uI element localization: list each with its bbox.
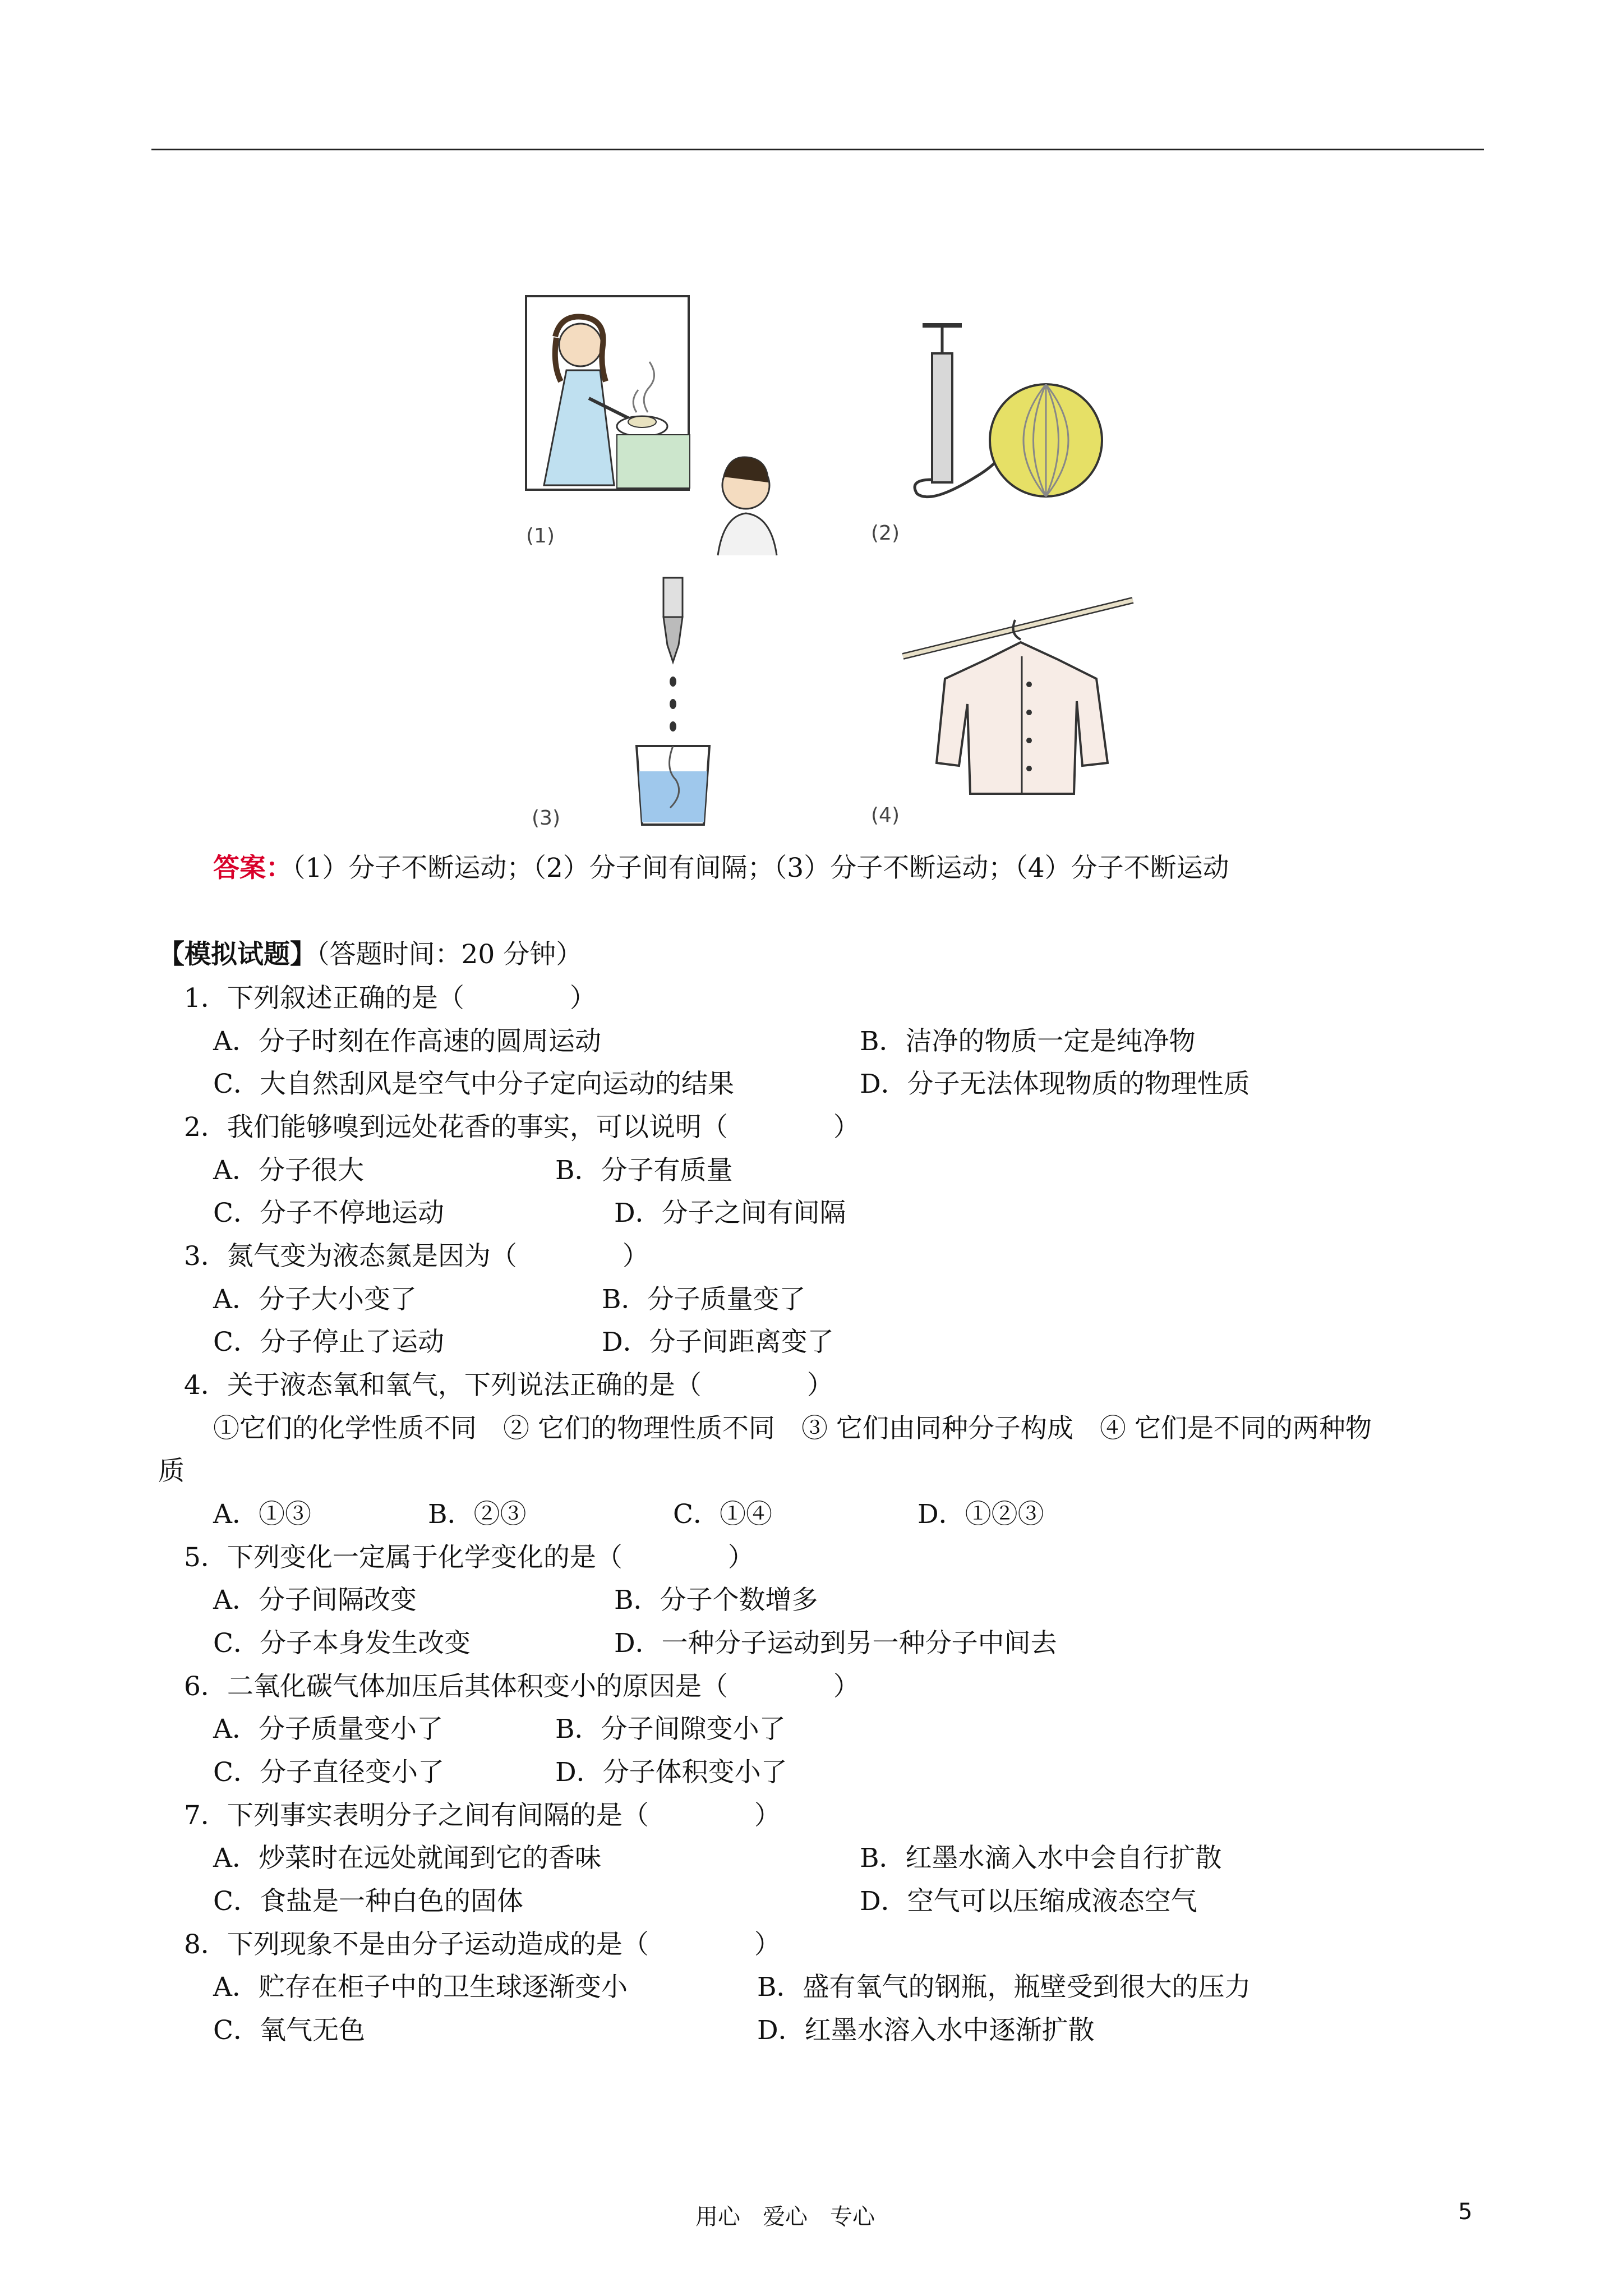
question-1-option-a: A．分子时刻在作高速的圆周运动 [213,1026,601,1057]
question-1-option-c: C．大自然刮风是空气中分子定向运动的结果 [213,1069,734,1099]
question-3-option-b: B．分子质量变了 [602,1284,806,1315]
question-6-option-c: C．分子直径变小了 [213,1757,444,1788]
question-7-option-a: A．炒菜时在远处就闻到它的香味 [213,1843,601,1874]
question-4-stem: 4．关于液态氧和氧气，下列说法正确的是（ ） [184,1370,833,1401]
question-6-option-d: D．分子体积变小了 [555,1757,787,1788]
question-6-stem: 6．二氧化碳气体加压后其体积变小的原因是（ ） [184,1671,860,1702]
footer-motto: 用心 爱心 专心 [695,2204,875,2230]
figure-2-label: (2) [871,522,900,545]
question-8-option-a: A．贮存在柜子中的卫生球逐渐变小 [213,1972,628,2003]
question-4-statements-cont: 质 [158,1456,185,1487]
answer-text: （1）分子不断运动；（2）分子间有间隔；（3）分子不断运动；（4）分子不断运动 [292,853,1229,884]
question-3-option-a: A．分子大小变了 [213,1284,417,1315]
question-5-stem: 5．下列变化一定属于化学变化的是（ ） [184,1542,754,1573]
question-4-option-c: C．①④ [673,1499,772,1530]
question-4-option-a: A．①③ [213,1499,311,1530]
section-title: 【模拟试题】 [158,939,316,970]
figure-3-ink-drop [625,578,726,825]
question-7-option-d: D．空气可以压缩成液态空气 [860,1886,1197,1917]
question-2-option-c: C．分子不停地运动 [213,1198,444,1228]
answer-label: 答案： [213,853,292,884]
question-8-option-b: B．盛有氧气的钢瓶，瓶壁受到很大的压力 [757,1972,1251,2003]
section-note: （答题时间：20 分钟） [316,939,583,970]
question-2-stem: 2．我们能够嗅到远处花香的事实，可以说明（ ） [184,1112,860,1143]
question-6-option-a: A．分子质量变小了 [213,1714,443,1745]
question-8-option-d: D．红墨水溶入水中逐渐扩散 [757,2015,1095,2046]
figure-4-label: (4) [871,804,900,827]
question-8-stem: 8．下列现象不是由分子运动造成的是（ ） [184,1929,781,1960]
question-2-option-a: A．分子很大 [213,1155,364,1186]
question-7-option-c: C．食盐是一种白色的固体 [213,1886,523,1917]
question-1-option-d: D．分子无法体现物质的物理性质 [860,1069,1250,1099]
figure-1-label: (1) [526,524,555,547]
question-7-stem: 7．下列事实表明分子之间有间隔的是（ ） [184,1800,781,1831]
question-1-stem: 1．下列叙述正确的是（ ） [184,983,596,1014]
question-5-option-d: D．一种分子运动到另一种分子中间去 [614,1628,1057,1659]
figure-1-cooking-smell [522,292,785,555]
question-5-option-c: C．分子本身发生改变 [213,1628,471,1659]
question-2-option-b: B．分子有质量 [555,1155,733,1186]
question-4-statements: ①它们的化学性质不同 ② 它们的物理性质不同 ③ 它们由同种分子构成 ④ 它们是不同的两种物 [213,1413,1372,1444]
header-rule [151,149,1484,150]
question-4-option-b: B．②③ [428,1499,527,1530]
question-3-option-d: D．分子间距离变了 [602,1327,834,1358]
section-heading [158,938,582,972]
question-8-option-c: C．氧气无色 [213,2015,365,2046]
question-5-option-b: B．分子个数增多 [614,1585,818,1616]
page-number: 5 [1458,2199,1473,2225]
figure-2-pump-ball [909,325,1110,505]
figure-3-label: (3) [532,807,560,830]
question-2-option-d: D．分子之间有间隔 [614,1198,846,1228]
question-6-option-b: B．分子间隙变小了 [555,1714,786,1745]
answer-line [213,852,1229,885]
question-1-option-b: B．洁净的物质一定是纯净物 [860,1026,1196,1057]
question-3-stem: 3．氮气变为液态氮是因为（ ） [184,1241,649,1272]
question-4-option-d: D．①②③ [917,1499,1044,1530]
question-3-option-c: C．分子停止了运动 [213,1327,444,1358]
question-7-option-b: B．红墨水滴入水中会自行扩散 [860,1843,1222,1874]
figure-4-drying-shirt [903,595,1138,797]
question-5-option-a: A．分子间隔改变 [213,1585,417,1616]
